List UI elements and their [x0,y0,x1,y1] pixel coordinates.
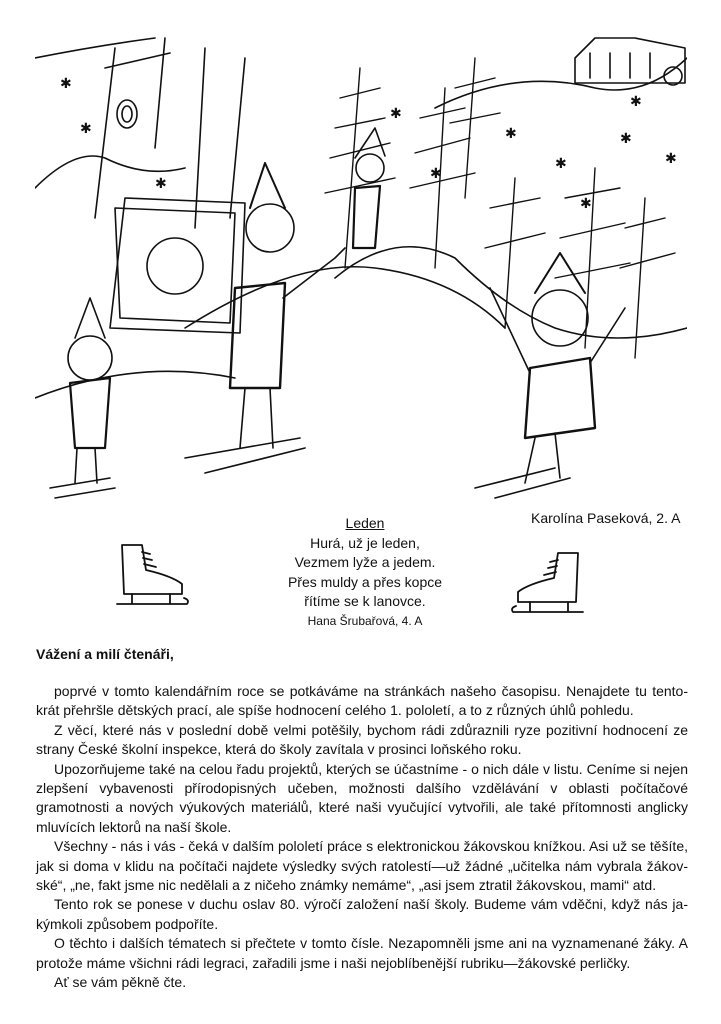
svg-text:✱: ✱ [555,156,567,172]
svg-text:✱: ✱ [155,176,167,192]
ice-skate-icon [508,548,588,618]
poem-line: Vezmem lyže a jedem. [294,554,436,571]
poem-author: Hana Šrubařová, 4. A [307,613,423,628]
letter-greeting: Vážení a milí čtenáři, [36,646,174,662]
svg-text:✱: ✱ [580,196,592,212]
svg-text:✱: ✱ [620,131,632,147]
poem-line: řítíme se k lanovce. [304,593,426,610]
letter-paragraph: Z věcí, které nás v poslední době velmi potěšily, bychom rádi zdůraznili ryze pozitivní hodnocení ze strany České školní inspekce, která do školy zavítala v prosinci loňského roku. [36,721,688,758]
svg-text:✱: ✱ [630,94,642,110]
drawing-credit: Karolína Paseková, 2. A [531,510,681,526]
svg-text:✱: ✱ [665,151,677,167]
poem-line: Přes muldy a přes kopce [287,573,443,590]
svg-text:✱: ✱ [60,76,72,92]
editorial-letter [36,682,688,993]
letter-paragraph: Ať se vám pěkně čte. [54,974,187,991]
poem [240,514,490,631]
poem-title: Leden [345,515,385,531]
svg-text:✱: ✱ [80,121,92,137]
letter-paragraph: O těchto i dalších tématech si přečtete v tomto čísle. Nezapomněli jsme ani na vyznamenané žáky. A protože máme všichni rádi legraci, zařadili jsme i naši nejoblíbenější rubriku—žákovské perličky. [36,935,688,971]
children-skiing-drawing [35,28,687,504]
svg-text:✱: ✱ [505,126,517,142]
svg-text:✱: ✱ [430,166,442,182]
letter-paragraph: Tento rok se ponese v duchu oslav 80. výročí založení naší školy. Budeme vám vděčni, když nás ja-kýmkoli způsobem podpoříte. [36,896,688,932]
letter-paragraph: Všechny - nás i vás - čeká v dalším pololetí práce s elektronickou žákovskou knížkou. Asi už se těšíte, jak si doma v klidu na počítači najdete výsledky svých ratolestí—už žádné „učitelka nám vybrala žákov-ské“, „ne, fakt jsme nic nedělali a z ničeho známky nemáme“, „asi jsem ztratil žákovskou, mami“ atd. [36,838,688,894]
ice-skate-icon [112,540,192,610]
letter-paragraph: Upozorňujeme také na celou řadu projektů, kterých se účastníme - o nich dále v listu. Ceníme si nejen zlepšení vybavenosti přírodopisných učeben, možnosti dalšího vzdělávání v oblasti počítačové gramotnosti a nových výukových materiálů, které naši vyučující vytvořili, ale také přítomnosti anglicky mluvících lektorů na naší škole. [36,760,688,835]
svg-text:✱: ✱ [390,106,402,122]
letter-paragraph: poprvé v tomto kalendářním roce se potkáváme na stránkách našeho časopisu. Nenajdete tu tento-krát přehršle dětských prací, ale spíše hodnocení celého 1. pololetí, a to z různých úhlů pohledu. [36,683,688,719]
poem-line: Hurá, už je leden, [310,534,420,551]
